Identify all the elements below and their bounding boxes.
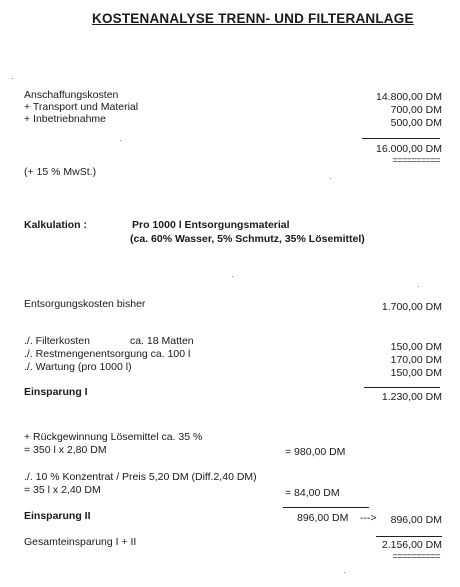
disposal-value: 1.700,00 DM: [381, 301, 442, 313]
deduction-value-filter: 150,00 DM: [390, 341, 442, 353]
total-value: 16.000,00 DM: [376, 143, 442, 155]
vat-note: (+ 15 % MwSt.): [24, 166, 97, 178]
calc-line-1: Pro 1000 l Entsorgungsmaterial: [132, 219, 290, 231]
grand-total-double-underline: ==========: [392, 551, 440, 561]
scan-speck: [232, 276, 233, 277]
deduction-value-maintenance: 150,00 DM: [390, 367, 442, 379]
recovery-line: + Rückgewinnung Lösemittel ca. 35 %: [24, 431, 203, 443]
grand-total-value: 2.156,00 DM: [381, 539, 442, 551]
deduction-label-maintenance: ./. Wartung (pro 1000 l): [24, 361, 132, 373]
cost-value-acquisition: 14.800,00 DM: [376, 91, 442, 103]
grand-total-rule: [376, 536, 442, 537]
cost-label-acquisition: Anschaffungskosten: [24, 89, 119, 101]
deduction-note-filter: ca. 18 Matten: [130, 335, 194, 347]
saving-2-label: Einsparung II: [24, 510, 91, 522]
saving-1-value: 1.230,00 DM: [381, 391, 442, 403]
saving-1-label: Einsparung I: [24, 386, 88, 398]
cost-label-commissioning: + Inbetriebnahme: [24, 113, 107, 125]
saving-2-carry: 896,00 DM: [390, 514, 442, 526]
cost-label-transport: + Transport und Material: [24, 101, 139, 113]
concentrate-line: ./. 10 % Konzentrat / Preis 5,20 DM (Diff.2,40 DM): [24, 471, 257, 483]
cost-value-transport: 700,00 DM: [390, 104, 442, 116]
saving-1-rule: [364, 387, 440, 388]
grand-total-label: Gesamteinsparung I + II: [24, 536, 137, 548]
saving-2-value: 896,00 DM: [297, 512, 349, 524]
saving-2-arrow: --->: [360, 512, 377, 524]
sum-rule: [362, 138, 440, 139]
calc-label: Kalkulation :: [24, 219, 88, 231]
recovery-result: = 980,00 DM: [285, 446, 346, 458]
disposal-label: Entsorgungskosten bisher: [24, 298, 146, 310]
recovery-calc: = 350 l x 2,80 DM: [24, 444, 107, 456]
saving-2-rule: [283, 507, 369, 508]
concentrate-result: = 84,00 DM: [285, 487, 340, 499]
deduction-label-residual: ./. Restmengenentsorgung ca. 100 l: [24, 348, 191, 360]
scan-speck: [12, 78, 13, 79]
calc-line-2: (ca. 60% Wasser, 5% Schmutz, 35% Lösemittel): [130, 233, 365, 245]
cost-value-commissioning: 500,00 DM: [390, 117, 442, 129]
deduction-label-filter: ./. Filterkosten: [24, 335, 90, 347]
concentrate-calc: = 35 l x 2,40 DM: [24, 484, 101, 496]
scan-speck: [330, 178, 331, 179]
scan-speck: [344, 572, 345, 573]
deduction-value-residual: 170,00 DM: [390, 354, 442, 366]
scan-speck: [418, 286, 419, 287]
total-double-underline: ==========: [392, 155, 440, 165]
page-title: KOSTENANALYSE TRENN- UND FILTERANLAGE: [92, 11, 414, 26]
scan-speck: [120, 140, 121, 141]
